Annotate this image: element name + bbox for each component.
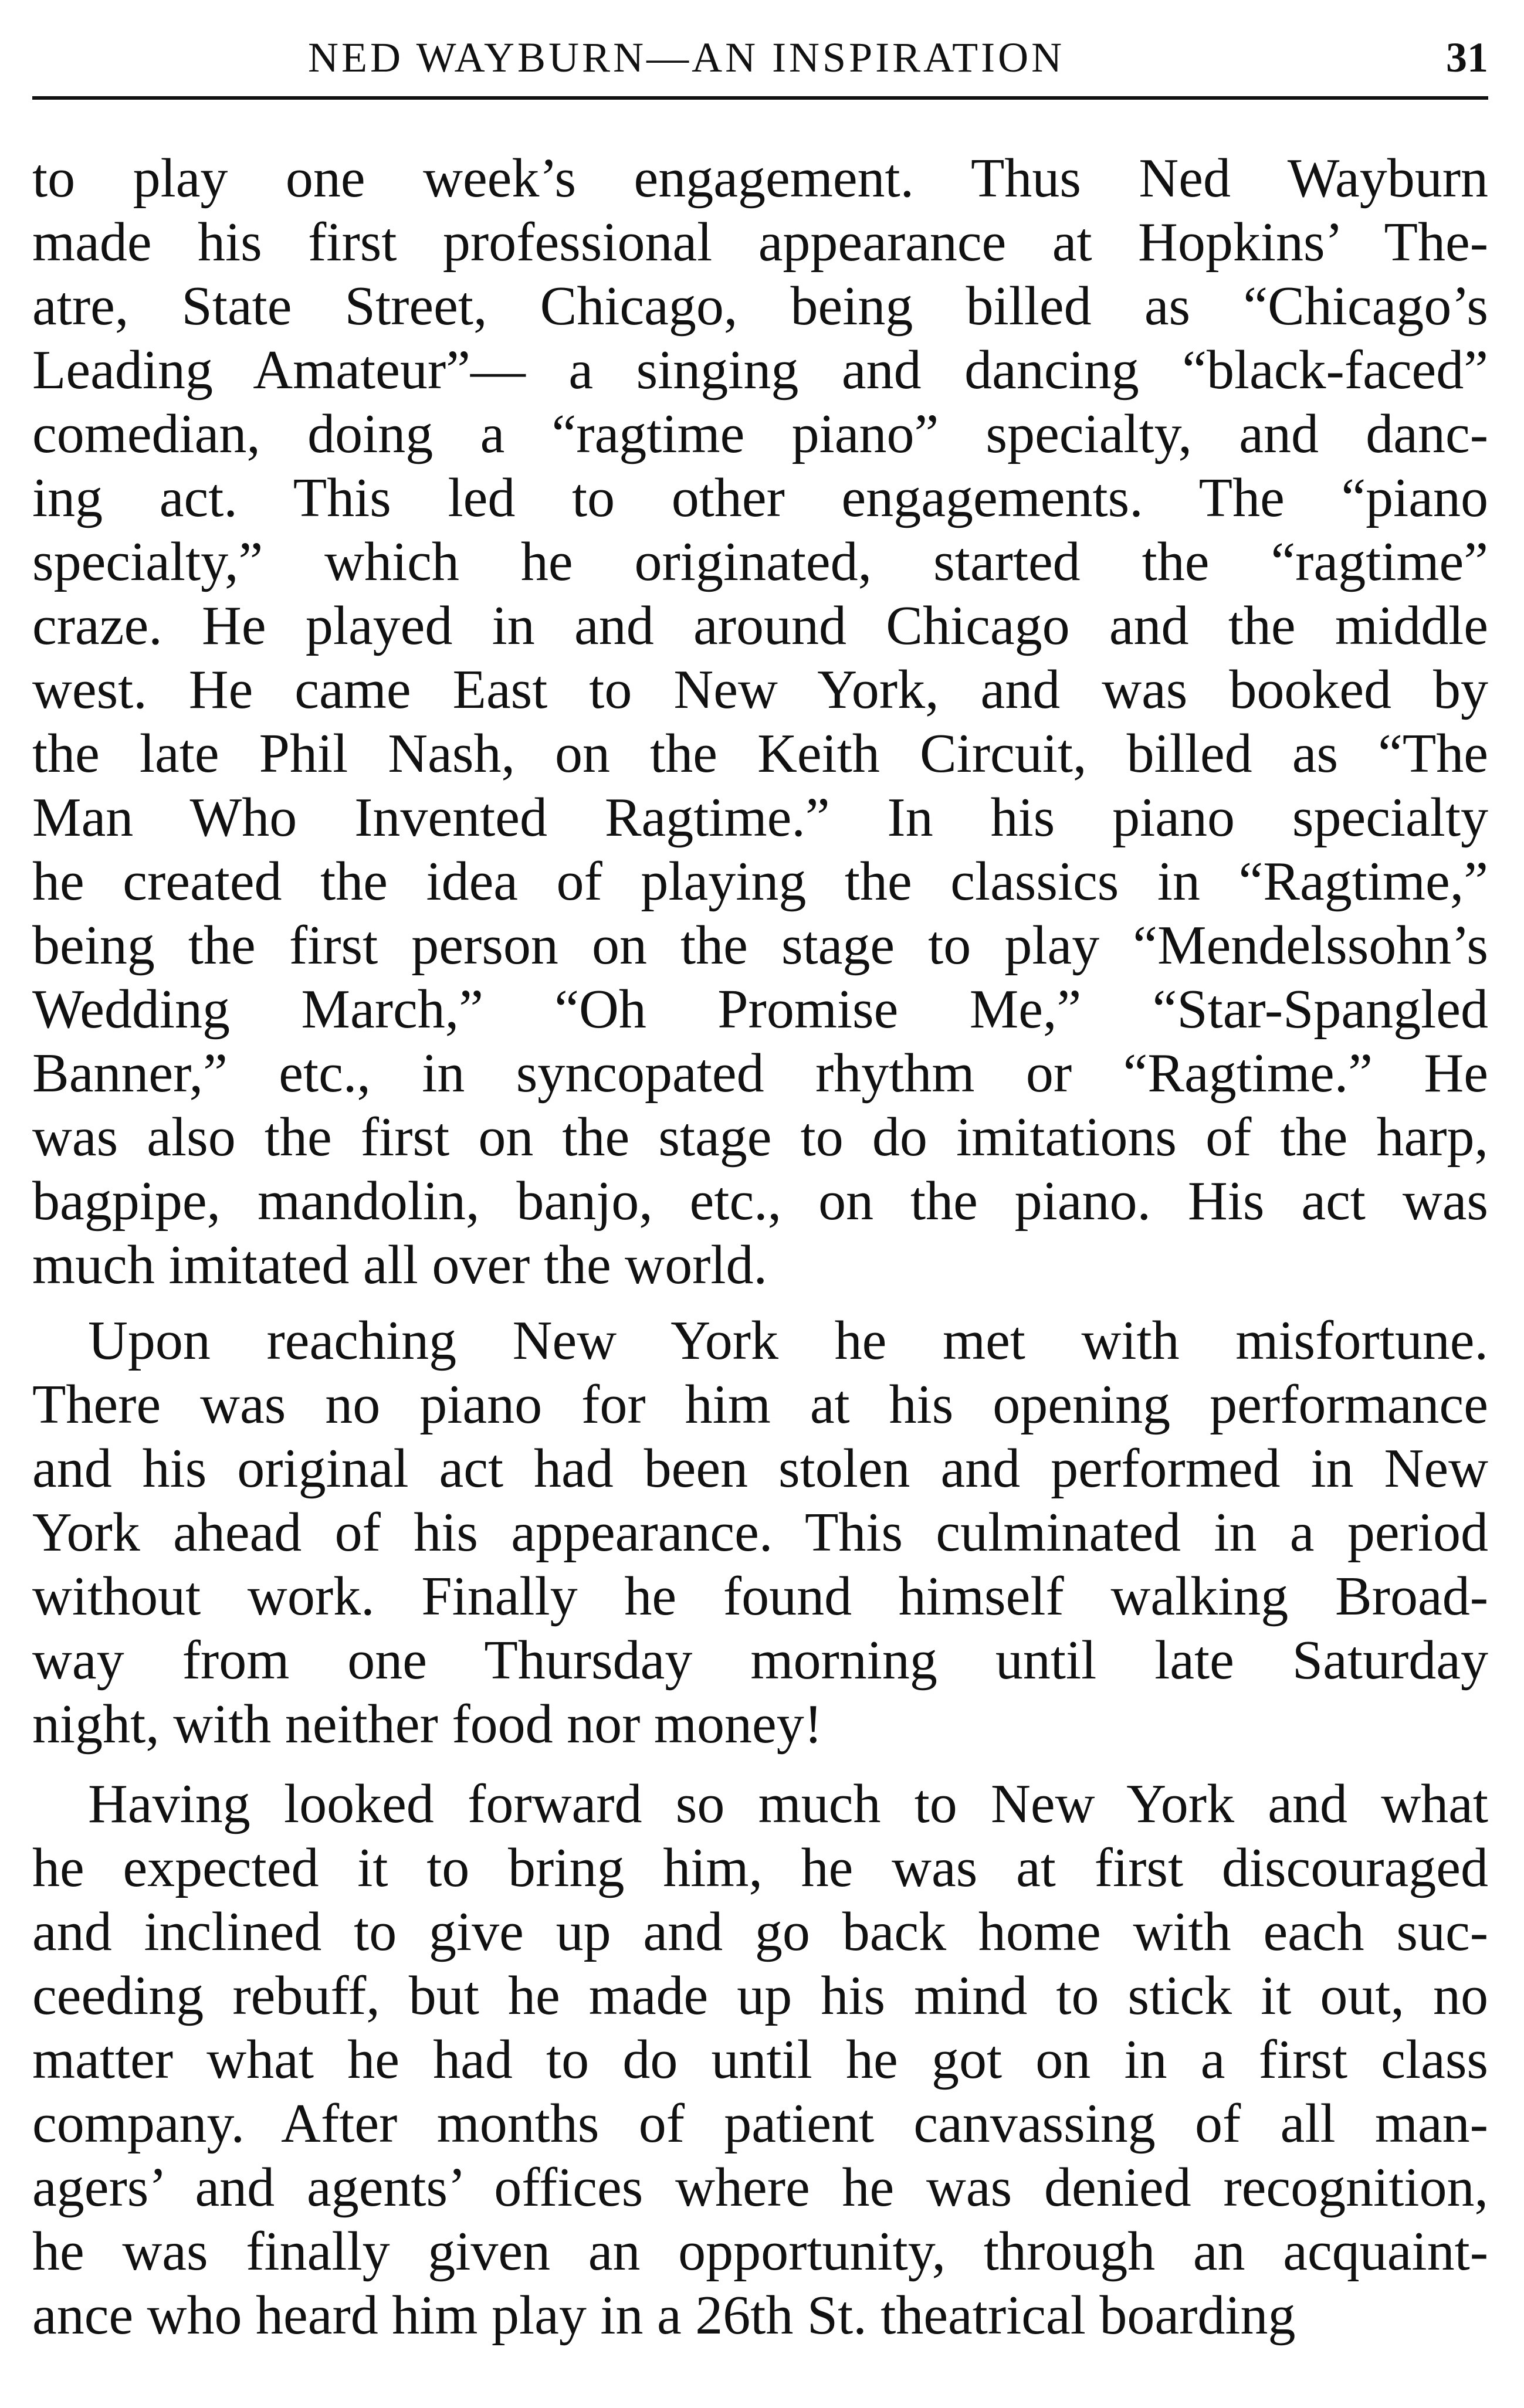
text-line: Wedding March,” “Oh Promise Me,” “Star-Spangled <box>32 979 1488 1040</box>
text-line: company. After months of patient canvassing of all man- <box>32 2093 1488 2154</box>
text-line: bagpipe, mandolin, banjo, etc., on the piano. His act was <box>32 1171 1488 1232</box>
text-line: ing act. This led to other engagements. The “piano <box>32 467 1488 528</box>
text-line: craze. He played in and around Chicago and the middle <box>32 595 1488 656</box>
text-line: There was no piano for him at his opening performance <box>32 1374 1488 1435</box>
text-line: he was finally given an opportunity, through an acquaint- <box>32 2221 1488 2282</box>
paragraph <box>32 1309 1488 1756</box>
paragraph <box>32 147 1488 1297</box>
text-line: he created the idea of playing the classics in “Ragtime,” <box>32 851 1488 912</box>
text-line: and inclined to give up and go back home with each suc- <box>32 1901 1488 1962</box>
text-line: west. He came East to New York, and was booked by <box>32 659 1488 720</box>
text-line: matter what he had to do until he got on in a first class <box>32 2029 1488 2090</box>
text-line: being the first person on the stage to play “Mendelssohn’s <box>32 915 1488 976</box>
text-line: atre, State Street, Chicago, being billed as “Chicago’s <box>32 276 1488 337</box>
paragraph <box>32 1772 1488 2348</box>
text-line: specialty,” which he originated, started the “ragtime” <box>32 531 1488 592</box>
text-line: the late Phil Nash, on the Keith Circuit, billed as “The <box>32 723 1488 784</box>
running-head <box>32 28 1488 87</box>
text-line: comedian, doing a “ragtime piano” specialty, and danc- <box>32 403 1488 464</box>
text-line: he expected it to bring him, he was at first discouraged <box>32 1837 1488 1898</box>
text-line: ance who heard him play in a 26th St. theatrical boarding <box>32 2285 1296 2346</box>
text-line: made his first professional appearance at Hopkins’ The- <box>32 212 1488 273</box>
text-line: Leading Amateur”— a singing and dancing “black-faced” <box>32 340 1488 401</box>
header-rule <box>32 96 1488 100</box>
text-line: much imitated all over the world. <box>32 1234 767 1295</box>
text-line: Having looked forward so much to New York and what <box>88 1773 1488 1834</box>
text-line: Banner,” etc., in syncopated rhythm or “Ragtime.” He <box>32 1043 1488 1104</box>
text-line: way from one Thursday morning until late Saturday <box>32 1630 1488 1691</box>
text-line: to play one week’s engagement. Thus Ned Wayburn <box>32 148 1488 209</box>
page-number: 31 <box>1446 34 1488 81</box>
text-line: agers’ and agents’ offices where he was denied recognition, <box>32 2157 1488 2218</box>
text-line: Upon reaching New York he met with misfortune. <box>88 1310 1488 1371</box>
text-line: York ahead of his appearance. This culminated in a period <box>32 1502 1488 1563</box>
text-line: Man Who Invented Ragtime.” In his piano specialty <box>32 787 1488 848</box>
text-line: night, with neither food nor money! <box>32 1694 823 1755</box>
text-line: ceeding rebuff, but he made up his mind to stick it out, no <box>32 1965 1488 2026</box>
text-line: without work. Finally he found himself walking Broad- <box>32 1566 1488 1627</box>
text-line: and his original act had been stolen and performed in New <box>32 1438 1488 1499</box>
text-line: was also the first on the stage to do imitations of the harp, <box>32 1107 1488 1168</box>
running-title: NED WAYBURN—AN INSPIRATION <box>308 34 1065 81</box>
